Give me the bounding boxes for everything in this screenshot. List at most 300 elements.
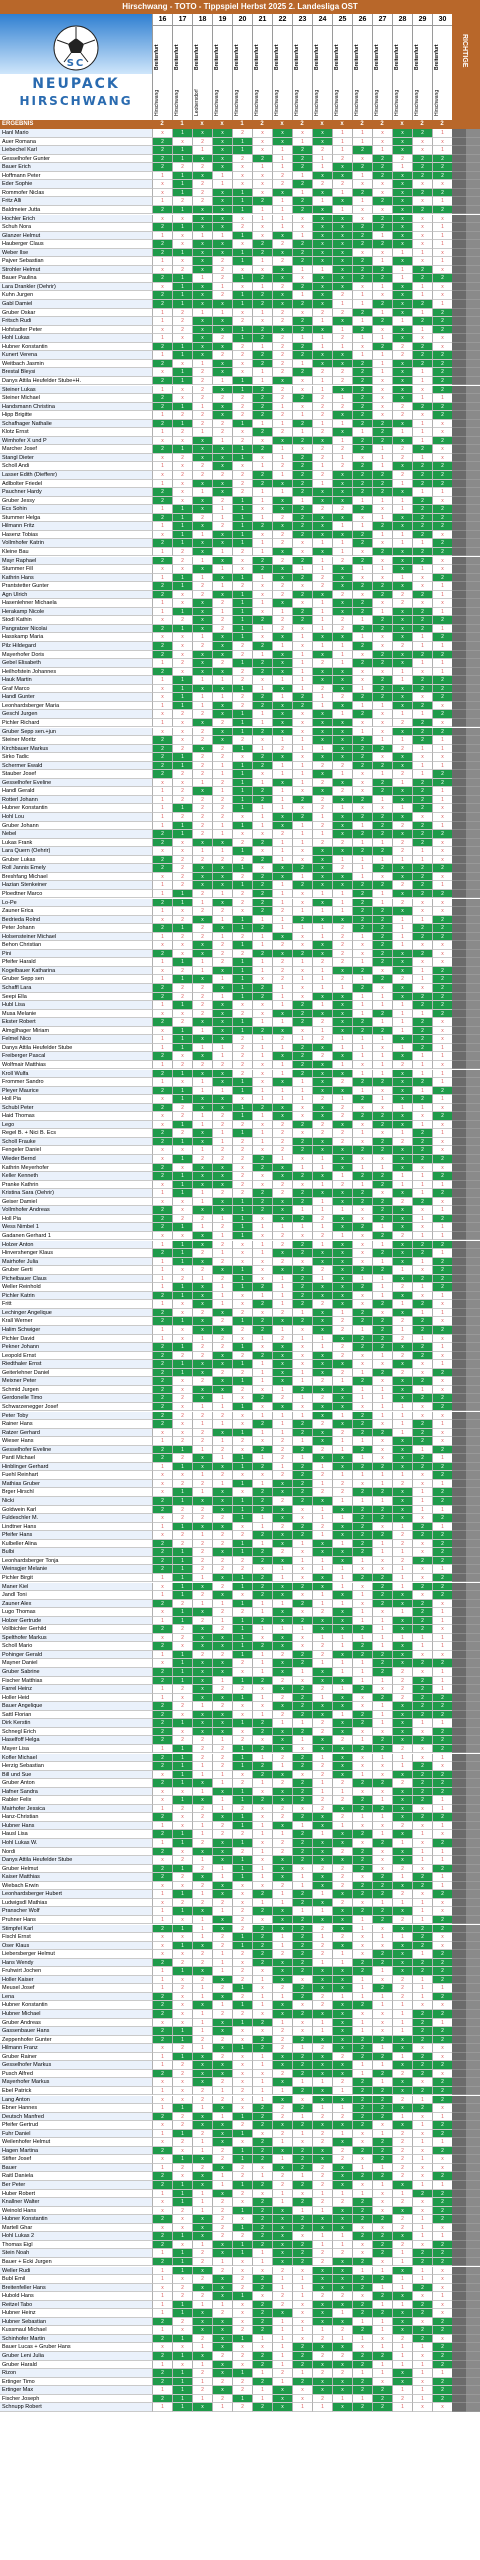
participant-name: Gruber Jessy bbox=[0, 497, 152, 506]
tip-cell: x bbox=[332, 2318, 352, 2327]
tip-cell: 2 bbox=[172, 1437, 192, 1446]
richtige-rank bbox=[466, 1736, 480, 1745]
tip-cell: 2 bbox=[252, 1925, 272, 1934]
participant-name: Hafner Sandra bbox=[0, 1788, 152, 1797]
tip-cell: x bbox=[152, 633, 172, 642]
table-row bbox=[0, 531, 480, 540]
tip-cell: 2 bbox=[172, 2292, 192, 2301]
tip-cell: 2 bbox=[172, 796, 192, 805]
tip-cell: 2 bbox=[312, 839, 332, 848]
tip-cell: 2 bbox=[372, 488, 392, 497]
tip-cell: 1 bbox=[352, 993, 372, 1002]
tip-cell: x bbox=[332, 1976, 352, 1985]
tip-cell: 2 bbox=[412, 1155, 432, 1164]
tip-cell: x bbox=[272, 266, 292, 275]
tip-cell: 1 bbox=[312, 1694, 332, 1703]
tip-cell: x bbox=[432, 428, 452, 437]
tip-cell: 2 bbox=[392, 599, 412, 608]
tip-cell: 1 bbox=[332, 1232, 352, 1241]
tip-cell: 1 bbox=[412, 2121, 432, 2130]
richtige-rank bbox=[466, 1223, 480, 1232]
club-logo bbox=[0, 14, 152, 120]
tip-cell: 1 bbox=[212, 172, 232, 181]
tip-cell: 2 bbox=[432, 933, 452, 942]
tip-cell: x bbox=[392, 2061, 412, 2070]
tip-cell: x bbox=[352, 1300, 372, 1309]
richtige-score bbox=[452, 1685, 466, 1694]
tip-cell: 2 bbox=[172, 1873, 192, 1882]
tip-cell: 1 bbox=[372, 2164, 392, 2173]
tip-cell: x bbox=[192, 1796, 212, 1805]
tip-cell: x bbox=[172, 2224, 192, 2233]
tip-cell: x bbox=[332, 1403, 352, 1412]
tip-cell: 1 bbox=[192, 1574, 212, 1583]
richtige-score bbox=[452, 1899, 466, 1908]
tip-cell: x bbox=[252, 591, 272, 600]
tip-cell: 2 bbox=[352, 1463, 372, 1472]
tip-cell: x bbox=[312, 856, 332, 865]
tip-cell: x bbox=[292, 2027, 312, 2036]
participant-name: Stummer Helga bbox=[0, 514, 152, 523]
richtige-rank bbox=[466, 2044, 480, 2053]
richtige-rank bbox=[466, 1138, 480, 1147]
richtige-score bbox=[452, 1711, 466, 1720]
tip-cell: x bbox=[432, 1651, 452, 1660]
tip-cell: 1 bbox=[252, 2096, 272, 2105]
tip-cell: 2 bbox=[292, 1070, 312, 1079]
tip-cell: 2 bbox=[332, 787, 352, 796]
tip-cell: 1 bbox=[352, 1070, 372, 1079]
tip-cell: 2 bbox=[412, 1925, 432, 1934]
tip-cell: 2 bbox=[412, 1677, 432, 1686]
tip-cell: 2 bbox=[432, 1471, 452, 1480]
tip-cell: 2 bbox=[312, 2198, 332, 2207]
tip-cell: x bbox=[252, 232, 272, 241]
tip-cell: x bbox=[332, 1386, 352, 1395]
participant-name: Pfeifer Gertrud bbox=[0, 2121, 152, 2130]
tip-cell: 2 bbox=[292, 1420, 312, 1429]
tip-cell: x bbox=[352, 249, 372, 258]
tip-cell: x bbox=[312, 326, 332, 335]
tip-cell: 2 bbox=[232, 488, 252, 497]
tip-cell: 2 bbox=[312, 394, 332, 403]
tip-cell: 2 bbox=[252, 2155, 272, 2164]
tip-cell: x bbox=[312, 1061, 332, 1070]
tip-cell: 1 bbox=[372, 702, 392, 711]
participant-name: Regel B. + Nici B. Ecs bbox=[0, 1129, 152, 1138]
tip-cell: x bbox=[172, 719, 192, 728]
tip-cell: 1 bbox=[192, 2301, 212, 2310]
tip-cell: x bbox=[152, 2096, 172, 2105]
tip-cell: x bbox=[312, 710, 332, 719]
table-row bbox=[0, 437, 480, 446]
tip-cell: 2 bbox=[152, 770, 172, 779]
tip-cell: x bbox=[432, 1933, 452, 1942]
tip-cell: 1 bbox=[232, 514, 252, 523]
richtige-score bbox=[452, 1172, 466, 1181]
tip-cell: x bbox=[372, 1608, 392, 1617]
tip-cell: 1 bbox=[352, 822, 372, 831]
richtige-score bbox=[452, 2241, 466, 2250]
tip-cell: x bbox=[232, 2104, 252, 2113]
richtige-rank bbox=[466, 591, 480, 600]
tip-cell: 1 bbox=[192, 633, 212, 642]
tip-cell: 2 bbox=[272, 386, 292, 395]
richtige-score bbox=[452, 155, 466, 164]
tip-cell: 2 bbox=[152, 1711, 172, 1720]
tip-cell: 2 bbox=[352, 582, 372, 591]
tip-cell: 2 bbox=[372, 2241, 392, 2250]
tip-cell: 2 bbox=[232, 1976, 252, 1985]
participant-name: Pleyer Maurice bbox=[0, 1087, 152, 1096]
tip-cell: 2 bbox=[292, 394, 312, 403]
tip-cell: x bbox=[352, 1104, 372, 1113]
tip-cell: 2 bbox=[152, 403, 172, 412]
participant-name: Pfeifer Harald bbox=[0, 958, 152, 967]
tip-cell: 2 bbox=[372, 1010, 392, 1019]
richtige-rank bbox=[466, 1454, 480, 1463]
tip-cell: 2 bbox=[372, 1300, 392, 1309]
tip-cell: 2 bbox=[292, 591, 312, 600]
tip-cell: 1 bbox=[332, 710, 352, 719]
tip-cell: x bbox=[392, 189, 412, 198]
tip-cell: x bbox=[212, 2164, 232, 2173]
tip-cell: 2 bbox=[432, 1540, 452, 1549]
tip-cell: 2 bbox=[332, 1429, 352, 1438]
participant-name: Sirko Tadic bbox=[0, 753, 152, 762]
tip-cell: 2 bbox=[332, 1343, 352, 1352]
tip-cell: 2 bbox=[152, 1779, 172, 1788]
tip-cell: 2 bbox=[272, 1651, 292, 1660]
richtige-rank bbox=[466, 710, 480, 719]
tip-cell: x bbox=[192, 300, 212, 309]
tip-cell: x bbox=[212, 197, 232, 206]
tip-cell: 1 bbox=[152, 2326, 172, 2335]
tip-cell: x bbox=[172, 1206, 192, 1215]
tip-cell: x bbox=[352, 2292, 372, 2301]
tip-cell: 1 bbox=[332, 1600, 352, 1609]
tip-cell: 2 bbox=[292, 1121, 312, 1130]
richtige-rank bbox=[466, 454, 480, 463]
tip-cell: 1 bbox=[272, 608, 292, 617]
tip-cell: x bbox=[332, 1890, 352, 1899]
tip-cell: 1 bbox=[432, 1634, 452, 1643]
tip-cell: x bbox=[332, 1360, 352, 1369]
tip-cell: x bbox=[432, 266, 452, 275]
tip-cell: x bbox=[332, 916, 352, 925]
result-cell: 1 bbox=[180, 121, 184, 127]
tip-cell: 2 bbox=[192, 1651, 212, 1660]
tip-cell: 1 bbox=[392, 1429, 412, 1438]
tip-cell: x bbox=[372, 633, 392, 642]
tip-cell: 1 bbox=[392, 428, 412, 437]
tip-cell: x bbox=[312, 2318, 332, 2327]
richtige-score bbox=[452, 266, 466, 275]
richtige-rank bbox=[466, 1403, 480, 1412]
tip-cell: 2 bbox=[272, 180, 292, 189]
tip-cell: 2 bbox=[372, 343, 392, 352]
tip-cell: x bbox=[352, 1360, 372, 1369]
tip-cell: 1 bbox=[372, 1241, 392, 1250]
tip-cell: x bbox=[332, 796, 352, 805]
tip-cell: 1 bbox=[312, 975, 332, 984]
tip-cell: x bbox=[392, 864, 412, 873]
participant-name: Schmid Jurgen bbox=[0, 1386, 152, 1395]
richtige-rank bbox=[466, 1121, 480, 1130]
participant-name: Knallner Walter bbox=[0, 2198, 152, 2207]
participant-name: Seepi Ella bbox=[0, 993, 152, 1002]
tip-cell: x bbox=[192, 1907, 212, 1916]
tip-cell: 2 bbox=[352, 745, 372, 754]
tip-cell: x bbox=[232, 172, 252, 181]
tip-cell: 2 bbox=[152, 2001, 172, 2010]
table-row bbox=[0, 2164, 480, 2173]
tip-cell: x bbox=[272, 326, 292, 335]
participant-name: Adlbolter Friedel bbox=[0, 480, 152, 489]
tip-cell: 2 bbox=[372, 155, 392, 164]
tip-cell: 2 bbox=[372, 1112, 392, 1121]
richtige-score bbox=[452, 2147, 466, 2156]
tip-cell: x bbox=[212, 633, 232, 642]
tip-cell: 1 bbox=[412, 368, 432, 377]
tip-cell: x bbox=[292, 1805, 312, 1814]
tip-cell: 2 bbox=[332, 1317, 352, 1326]
tip-cell: 2 bbox=[432, 1266, 452, 1275]
tip-cell: 2 bbox=[232, 582, 252, 591]
tip-cell: x bbox=[372, 873, 392, 882]
richtige-score bbox=[452, 1309, 466, 1318]
richtige-score bbox=[452, 1215, 466, 1224]
tip-cell: 1 bbox=[172, 1608, 192, 1617]
tip-cell: x bbox=[212, 2130, 232, 2139]
tip-cell: 1 bbox=[212, 762, 232, 771]
tip-cell: 2 bbox=[292, 1497, 312, 1506]
tip-cell: x bbox=[272, 1916, 292, 1925]
tip-cell: 2 bbox=[412, 2070, 432, 2079]
tip-cell: 2 bbox=[172, 2070, 192, 2079]
participant-name: Pichler Katrin bbox=[0, 1292, 152, 1301]
tip-cell: 1 bbox=[292, 958, 312, 967]
tip-cell: x bbox=[412, 813, 432, 822]
richtige-score bbox=[452, 2019, 466, 2028]
tip-cell: x bbox=[432, 215, 452, 224]
tip-cell: x bbox=[152, 1531, 172, 1540]
tip-cell: 1 bbox=[252, 1873, 272, 1882]
tip-cell: x bbox=[312, 1625, 332, 1634]
tip-cell: 2 bbox=[152, 377, 172, 386]
tip-cell: x bbox=[212, 454, 232, 463]
tip-cell: 2 bbox=[412, 924, 432, 933]
tip-cell: 1 bbox=[312, 386, 332, 395]
tip-cell: 2 bbox=[432, 1283, 452, 1292]
tip-cell: 2 bbox=[252, 565, 272, 574]
tip-cell: x bbox=[192, 659, 212, 668]
tip-cell: 2 bbox=[292, 1189, 312, 1198]
tip-cell: x bbox=[212, 480, 232, 489]
participant-name: Kuhn Jurgen bbox=[0, 291, 152, 300]
tip-cell: 1 bbox=[172, 1121, 192, 1130]
tip-cell: 2 bbox=[152, 1104, 172, 1113]
tip-cell: 1 bbox=[392, 574, 412, 583]
tip-cell: 1 bbox=[432, 1292, 452, 1301]
table-row bbox=[0, 539, 480, 548]
tip-cell: 1 bbox=[292, 1095, 312, 1104]
tip-cell: 2 bbox=[352, 1865, 372, 1874]
tip-cell: x bbox=[332, 1087, 352, 1096]
tip-cell: 1 bbox=[152, 2061, 172, 2070]
tip-cell: x bbox=[392, 813, 412, 822]
tip-cell: 1 bbox=[172, 368, 192, 377]
tip-cell: 1 bbox=[232, 2130, 252, 2139]
tip-cell: x bbox=[372, 1309, 392, 1318]
richtige-rank bbox=[466, 1326, 480, 1335]
table-row bbox=[0, 856, 480, 865]
richtige-score bbox=[452, 975, 466, 984]
tip-cell: 2 bbox=[312, 1035, 332, 1044]
tip-cell: 2 bbox=[292, 1052, 312, 1061]
richtige-score bbox=[452, 1942, 466, 1951]
table-row bbox=[0, 1565, 480, 1574]
participant-name: Liebechel Karl bbox=[0, 146, 152, 155]
tip-cell: 2 bbox=[352, 394, 372, 403]
tip-cell: 2 bbox=[212, 1822, 232, 1831]
tip-cell: 2 bbox=[212, 1112, 232, 1121]
tip-cell: 2 bbox=[272, 941, 292, 950]
tip-cell: 1 bbox=[192, 1112, 212, 1121]
tip-cell: 2 bbox=[352, 1377, 372, 1386]
tip-cell: x bbox=[272, 2078, 292, 2087]
tip-cell: 1 bbox=[392, 1899, 412, 1908]
participant-name: Hausl Lisa bbox=[0, 1830, 152, 1839]
tip-cell: x bbox=[292, 787, 312, 796]
participant-name: Roll Jannis Emely bbox=[0, 864, 152, 873]
tip-cell: x bbox=[212, 1925, 232, 1934]
tip-cell: 1 bbox=[312, 1890, 332, 1899]
tip-cell: 1 bbox=[172, 1839, 192, 1848]
tip-cell: x bbox=[152, 1950, 172, 1959]
tip-cell: 2 bbox=[392, 1352, 412, 1361]
richtige-rank bbox=[466, 403, 480, 412]
participant-name: Herzig Sebastian bbox=[0, 1762, 152, 1771]
tip-cell: x bbox=[272, 1052, 292, 1061]
tip-cell: x bbox=[212, 215, 232, 224]
tip-cell: 1 bbox=[432, 232, 452, 241]
tip-cell: 2 bbox=[152, 1959, 172, 1968]
tip-cell: x bbox=[192, 1642, 212, 1651]
tip-cell: x bbox=[392, 633, 412, 642]
tip-cell: 1 bbox=[232, 958, 252, 967]
richtige-score bbox=[452, 1976, 466, 1985]
tip-cell: x bbox=[212, 736, 232, 745]
richtige-rank bbox=[466, 1702, 480, 1711]
tip-cell: 1 bbox=[292, 2044, 312, 2053]
tip-cell: x bbox=[352, 1565, 372, 1574]
tip-cell: x bbox=[432, 599, 452, 608]
participant-name: Kristina Sara (Oehrir) bbox=[0, 1189, 152, 1198]
tip-cell: x bbox=[432, 2044, 452, 2053]
tip-cell: x bbox=[392, 1258, 412, 1267]
tip-cell: 2 bbox=[252, 1762, 272, 1771]
richtige-rank bbox=[466, 326, 480, 335]
tip-cell: 1 bbox=[232, 2249, 252, 2258]
tip-cell: x bbox=[332, 1719, 352, 1728]
tip-cell: x bbox=[172, 1728, 192, 1737]
tip-cell: x bbox=[332, 1548, 352, 1557]
tip-cell: 1 bbox=[392, 856, 412, 865]
tip-cell: x bbox=[412, 2078, 432, 2087]
tip-cell: 2 bbox=[252, 1950, 272, 1959]
tip-cell: 1 bbox=[392, 1300, 412, 1309]
tip-cell: 1 bbox=[232, 2147, 252, 2156]
tip-cell: x bbox=[252, 1736, 272, 1745]
tip-cell: 1 bbox=[172, 822, 192, 831]
tip-cell: x bbox=[292, 2019, 312, 2028]
tip-cell: 2 bbox=[292, 343, 312, 352]
tip-cell: x bbox=[372, 2207, 392, 2216]
table-row bbox=[0, 1352, 480, 1361]
tip-cell: 2 bbox=[332, 1899, 352, 1908]
tip-cell: 1 bbox=[392, 2019, 412, 2028]
tip-cell: 1 bbox=[352, 856, 372, 865]
participant-name: Schafhager Nathalie bbox=[0, 420, 152, 429]
tip-cell: x bbox=[292, 993, 312, 1002]
tip-cell: x bbox=[172, 1300, 192, 1309]
tip-cell: 2 bbox=[372, 1583, 392, 1592]
tip-cell: x bbox=[172, 1377, 192, 1386]
tip-cell: 1 bbox=[192, 1078, 212, 1087]
tip-cell: 1 bbox=[412, 1087, 432, 1096]
tip-cell: 1 bbox=[272, 2275, 292, 2284]
table-row bbox=[0, 591, 480, 600]
tip-cell: 2 bbox=[252, 907, 272, 916]
tip-cell: 2 bbox=[332, 1129, 352, 1138]
tip-cell: x bbox=[332, 471, 352, 480]
tip-cell: 1 bbox=[372, 1412, 392, 1421]
table-row bbox=[0, 1138, 480, 1147]
tip-cell: 1 bbox=[272, 1719, 292, 1728]
table-row bbox=[0, 240, 480, 249]
tip-cell: x bbox=[432, 958, 452, 967]
tip-cell: 1 bbox=[352, 197, 372, 206]
table-row bbox=[0, 1745, 480, 1754]
tip-cell: 2 bbox=[252, 1352, 272, 1361]
tip-cell: 1 bbox=[192, 488, 212, 497]
tip-cell: 2 bbox=[312, 1018, 332, 1027]
table-row bbox=[0, 172, 480, 181]
tip-cell: x bbox=[352, 206, 372, 215]
tip-cell: 2 bbox=[432, 975, 452, 984]
tip-cell: 1 bbox=[352, 958, 372, 967]
tip-cell: 2 bbox=[152, 1377, 172, 1386]
tip-cell: x bbox=[212, 1360, 232, 1369]
tip-cell: x bbox=[392, 1813, 412, 1822]
tip-cell: x bbox=[252, 1146, 272, 1155]
tip-cell: 1 bbox=[252, 1454, 272, 1463]
tip-cell: x bbox=[172, 633, 192, 642]
tip-cell: 1 bbox=[272, 1087, 292, 1096]
tip-cell: x bbox=[312, 1745, 332, 1754]
table-row bbox=[0, 403, 480, 412]
tip-cell: 1 bbox=[252, 1360, 272, 1369]
tip-cell: x bbox=[192, 1241, 212, 1250]
tip-cell: 1 bbox=[412, 1950, 432, 1959]
richtige-score bbox=[452, 522, 466, 531]
tip-cell: 1 bbox=[232, 796, 252, 805]
tip-cell: 1 bbox=[212, 2001, 232, 2010]
tip-cell: 1 bbox=[312, 266, 332, 275]
tip-cell: x bbox=[152, 1856, 172, 1865]
home-team: Breitenfurt bbox=[434, 44, 440, 70]
